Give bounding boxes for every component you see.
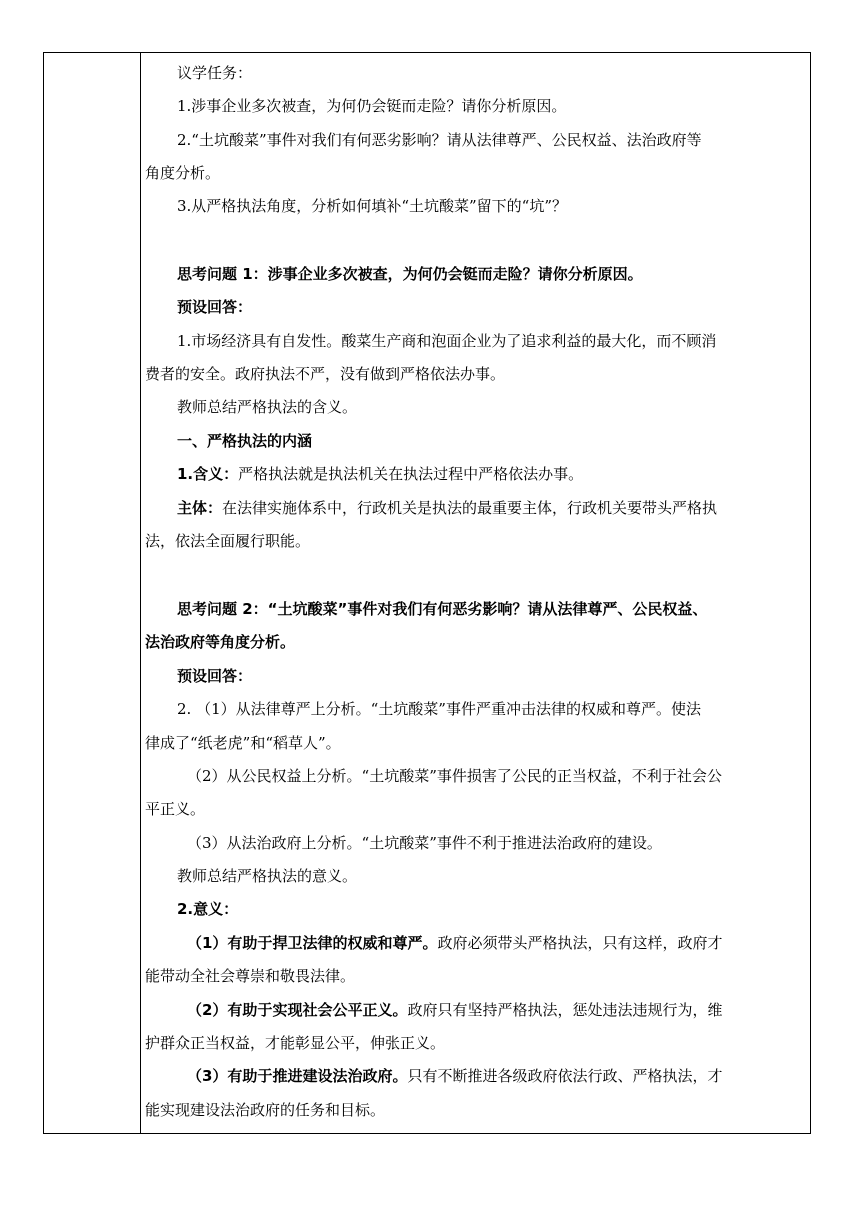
meaning3-bold: （3）有助于推进建设法治政府。 (187, 1067, 408, 1085)
question2-heading-line2: 法治政府等角度分析。 (145, 633, 296, 651)
meaning2-line1 (187, 1000, 722, 1020)
section-heading-connotation: 一、严格执法的内涵 (177, 432, 313, 450)
meaning2-line2: 护群众正当权益，才能彰显公平，伸张正义。 (145, 1034, 446, 1052)
definition-label: 1.含义： (177, 465, 239, 483)
task-q3: 3.从严格执法角度，分析如何填补“土坑酸菜”留下的“坑”？ (177, 197, 567, 215)
meaning1-bold: （1）有助于捍卫法律的权威和尊严。 (187, 934, 438, 952)
meaning-label: 2.意义： (177, 900, 239, 918)
meaning2-text: 政府只有坚持严格执法，惩处违法违规行为，维 (407, 1001, 723, 1019)
task-title: 议学任务： (177, 64, 253, 82)
question2-heading-line1: 思考问题 2：“土坑酸菜”事件对我们有何恶劣影响？请从法律尊严、公民权益、 (177, 600, 708, 618)
subject-line2: 法，依法全面履行职能。 (145, 532, 311, 550)
definition-text: 严格执法就是执法机关在执法过程中严格依法办事。 (238, 465, 584, 483)
meaning1-line1 (187, 933, 722, 953)
question2-preset-label: 预设回答： (177, 667, 253, 685)
task-q1: 1.涉事企业多次被查，为何仍会铤而走险？请你分析原因。 (177, 97, 567, 115)
task-q2-line1: 2.“土坑酸菜”事件对我们有何恶劣影响？请从法律尊严、公民权益、法治政府等 (177, 131, 702, 149)
subject-line1 (177, 498, 717, 518)
meaning3-line1 (187, 1066, 722, 1086)
question1-answer-line1: 1.市场经济具有自发性。酸菜生产商和泡面企业为了追求利益的最大化，而不顾消 (177, 332, 717, 350)
question2-summary: 教师总结严格执法的意义。 (177, 867, 358, 885)
question1-summary: 教师总结严格执法的含义。 (177, 398, 358, 416)
definition-line (177, 464, 583, 484)
subject-text: 在法律实施体系中，行政机关是执法的最重要主体，行政机关要带头严格执 (222, 499, 718, 517)
meaning1-line2: 能带动全社会尊崇和敬畏法律。 (145, 967, 356, 985)
content-cell (141, 53, 810, 1133)
task-q2-line2: 角度分析。 (145, 164, 221, 182)
question2-point1-line1: 2. （1）从法律尊严上分析。“土坑酸菜”事件严重冲击法律的权威和尊严。使法 (177, 700, 701, 718)
subject-label: 主体： (177, 499, 223, 517)
meaning1-text: 政府必须带头严格执法，只有这样，政府才 (437, 934, 723, 952)
question2-point2-line1: （2）从公民权益上分析。“土坑酸菜”事件损害了公民的正当权益，不利于社会公 (187, 767, 722, 785)
meaning3-text: 只有不断推进各级政府依法行政、严格执法，才 (407, 1067, 723, 1085)
question2-point3: （3）从法治政府上分析。“土坑酸菜”事件不利于推进法治政府的建设。 (187, 834, 662, 852)
question1-answer-line2: 费者的安全。政府执法不严，没有做到严格依法办事。 (145, 365, 506, 383)
question1-preset-label: 预设回答： (177, 298, 253, 316)
question2-point2-line2: 平正义。 (145, 800, 206, 818)
lesson-table (43, 52, 811, 1134)
question2-point1-line2: 律成了“纸老虎”和“稻草人”。 (145, 734, 341, 752)
meaning3-line2: 能实现建设法治政府的任务和目标。 (145, 1101, 386, 1119)
question1-heading: 思考问题 1：涉事企业多次被查，为何仍会铤而走险？请你分析原因。 (177, 265, 643, 283)
meaning2-bold: （2）有助于实现社会公平正义。 (187, 1001, 408, 1019)
